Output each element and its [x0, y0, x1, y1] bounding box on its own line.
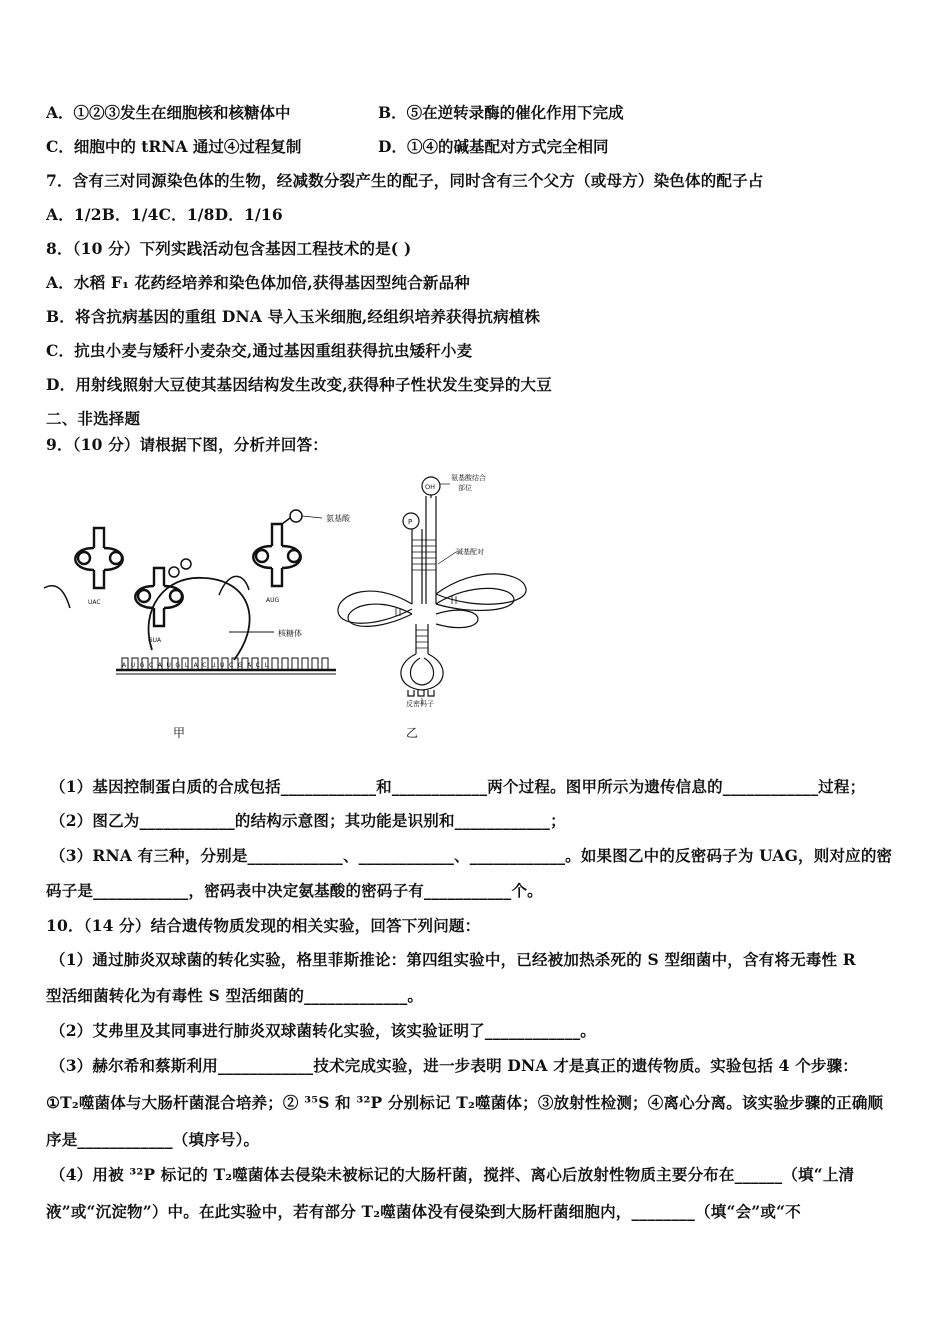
q10-part-1b: 型活细菌转化为有毒性 S 型活细菌的_____________。 — [46, 986, 424, 1005]
figure-jia-caption: 甲 — [173, 726, 186, 740]
q9-stem: 9．（10 分）请根据下图，分析并回答： — [46, 435, 329, 454]
q10-part-3a: （3）赫尔希和蔡斯利用____________技术完成实验，进一步表明 DNA 才是真正的遗传物质。实验包括 4 个步骤： — [50, 1056, 858, 1075]
q10-part-4b: 液”或“沉淀物”）中。在此实验中，若有部分 T₂噬菌体没有侵染到大肠杆菌细胞内，________（填“会”或“不 — [46, 1202, 801, 1221]
anticodon-2: GUA — [148, 637, 162, 644]
q9-part-1: （1）基因控制蛋白质的合成包括____________和____________两个过程。图甲所示为遗传信息的____________过程； — [50, 777, 866, 796]
figure-yi-trna — [334, 468, 534, 708]
q7-stem: 7．含有三对同源染色体的生物，经减数分裂产生的配子，同时含有三个父方（或母方）染色体的配子占 — [46, 171, 764, 190]
q8-option-d: D．用射线照射大豆使其基因结构发生改变,获得种子性状发生变异的大豆 — [46, 375, 552, 394]
q6-option-c: C．细胞中的 tRNA 通过④过程复制 — [46, 137, 302, 156]
q8-option-b: B．将含抗病基因的重组 DNA 导入玉米细胞,经组织培养获得抗病植株 — [46, 307, 541, 326]
label-ribosome: 核糖体 — [278, 629, 302, 638]
label-binding-site-2: 部位 — [458, 484, 472, 492]
q6-option-b: B．⑤在逆转录酶的催化作用下完成 — [378, 103, 624, 122]
q9-part-3a: （3）RNA 有三种，分别是____________、____________、____________。如果图乙中的反密码子为 UAG，则对应的密 — [50, 846, 893, 865]
q8-stem: 8．（10 分）下列实践活动包含基因工程技术的是( ) — [46, 239, 412, 258]
q10-part-1a: （1）通过肺炎双球菌的转化实验，格里菲斯推论：第四组实验中，已经被加热杀死的 S 型细菌中，含有将无毒性 R — [50, 950, 856, 969]
q8-option-a: A．水稻 F₁ 花药经培养和染色体加倍,获得基因型纯合新品种 — [46, 273, 471, 292]
label-binding-site: 氨基酸结合 — [451, 474, 486, 482]
label-oh: OH — [425, 483, 436, 491]
figure-jia-translation — [44, 500, 350, 700]
anticodon-3: AUG — [266, 597, 280, 604]
q9-part-2: （2）图乙为____________的结构示意图；其功能是识别和____________； — [50, 811, 566, 830]
q10-part-3c: 序是____________（填序号）。 — [46, 1130, 260, 1149]
q10-part-4a: （4）用被 ³²P 标记的 T₂噬菌体去侵染未被标记的大肠杆菌，搅拌、离心后放射性物质主要分布在______（填“上清 — [50, 1165, 855, 1184]
anticodon-1: UAC — [88, 599, 101, 606]
figure-yi-caption: 乙 — [406, 726, 419, 740]
q7-options: A．1/2B．1/4C．1/8D．1/16 — [46, 205, 283, 224]
q10-stem: 10．（14 分）结合遗传物质发现的相关实验，回答下列问题： — [46, 916, 481, 935]
label-anticodon: 反密码子 — [406, 700, 434, 708]
section-heading: 二、非选择题 — [46, 409, 141, 428]
q6-option-a: A．①②③发生在细胞核和核糖体中 — [46, 103, 291, 122]
q9-part-3b: 码子是____________，密码表中决定氨基酸的密码子有___________个。 — [46, 881, 543, 900]
q8-option-c: C．抗虫小麦与矮秆小麦杂交,通过基因重组获得抗虫矮秆小麦 — [46, 341, 473, 360]
label-p: P — [408, 518, 413, 526]
q6-option-d: D．①④的碱基配对方式完全相同 — [378, 137, 609, 156]
label-base-pairing: 碱基配对 — [456, 548, 484, 556]
mrna-sequence: AUGCAUGUACUUCGACU — [122, 662, 274, 669]
label-amino-acid: 氨基酸 — [326, 514, 350, 523]
q10-part-2: （2）艾弗里及其同事进行肺炎双球菌转化实验，该实验证明了____________。 — [50, 1021, 596, 1040]
q10-part-3b: ①T₂噬菌体与大肠杆菌混合培养；② ³⁵S 和 ³²P 分别标记 T₂噬菌体；③放射性检测；④离心分离。该实验步骤的正确顺 — [46, 1093, 884, 1112]
